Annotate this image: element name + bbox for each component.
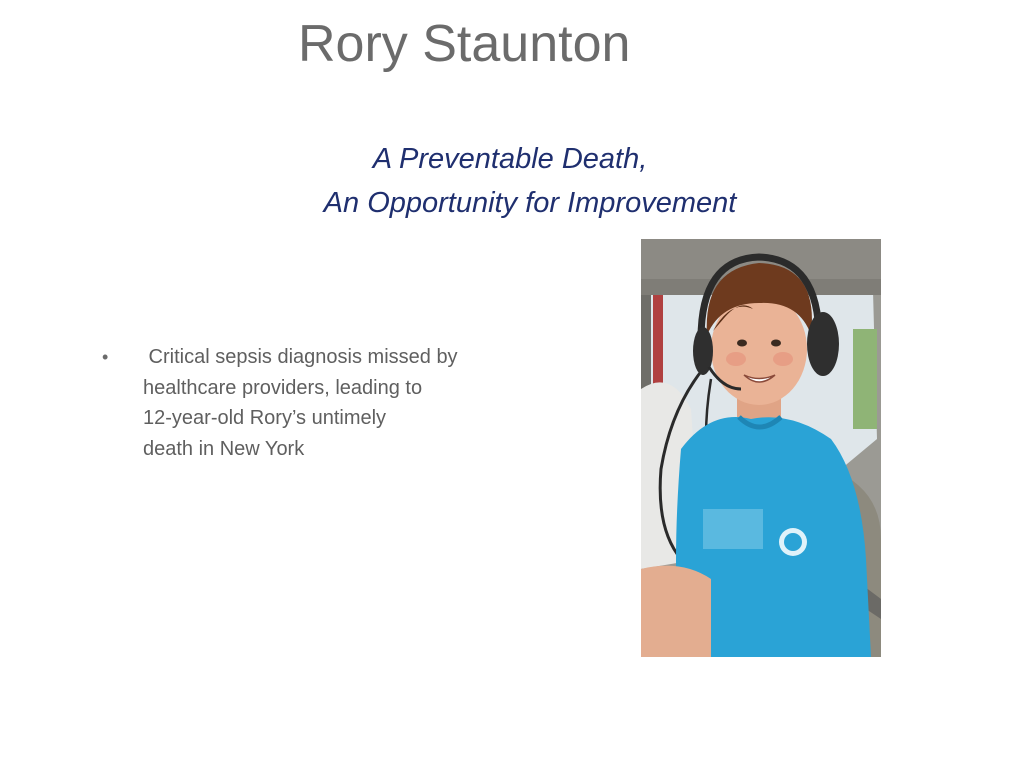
bullet-marker: • [102,347,109,367]
subtitle-line-2: An Opportunity for Improvement [323,187,737,219]
bullet-line-3: 12-year-old Rory’s untimely [143,407,387,429]
slide-subtitle [240,137,820,225]
slide-title: Rory Staunton [298,15,631,73]
bullet-line-1: Critical sepsis diagnosis missed by [143,346,458,368]
subtitle-line-1: A Preventable Death, [372,143,648,175]
bullet-line-2: healthcare providers, leading to [143,376,423,399]
portrait-photo [641,239,881,657]
bullet-item [143,342,513,464]
bullet-line-4: death in New York [143,437,305,460]
